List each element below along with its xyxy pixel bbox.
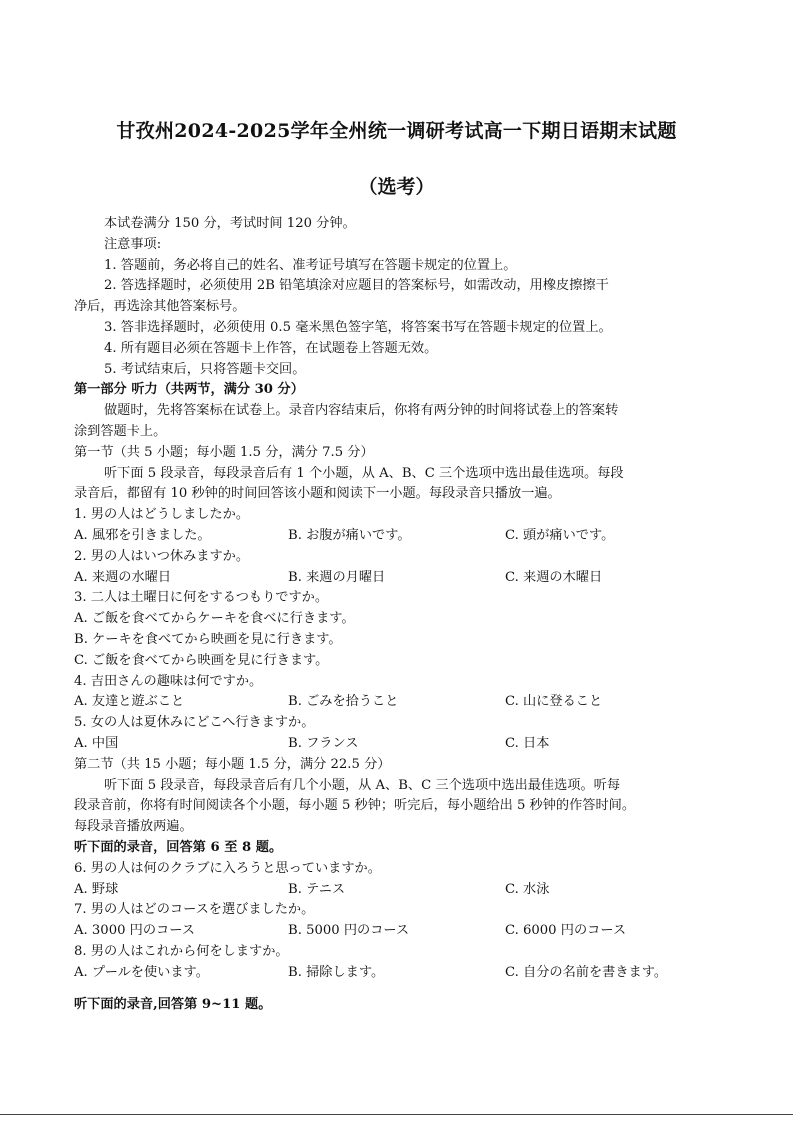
section2-instruction: 每段录音播放两遍。 [74, 819, 193, 835]
section1-instruction: 听下面 5 段录音，每段录音后有 1 个小题，从 A、B、C 三个选项中选出最佳选项。每段 [104, 465, 624, 481]
option-a: A. プールを使います。 [74, 964, 209, 980]
question-stem: 1. 男の人はどうしましたか。 [74, 507, 250, 523]
option-c: C. 6000 円のコース [505, 923, 627, 939]
section2-instruction: 段录音前，你将有时间阅读各个小题，每小题 5 秒钟；听完后，每小题给出 5 秒钟的作答时间。 [74, 798, 636, 814]
section2-heading: 第二节（共 15 小题；每小题 1.5 分，满分 22.5 分） [74, 756, 391, 772]
option-a: A. 来週の水曜日 [74, 569, 172, 585]
option-b: B. 5000 円のコース [288, 923, 410, 939]
bottom-divider [0, 1114, 793, 1115]
question-options [74, 692, 724, 713]
part1-instruction: 涂到答题卡上。 [74, 423, 167, 439]
option-c: C. ご飯を食べてから映画を見に行きます。 [74, 652, 329, 668]
option-b: B. 掃除します。 [288, 964, 385, 980]
section1-heading: 第一节（共 5 小题；每小题 1.5 分，满分 7.5 分） [74, 444, 374, 460]
option-b: B. ケーキを食べてから映画を見に行きます。 [74, 631, 342, 647]
notice-item: 1. 答题前，务必将自己的姓名、准考证号填写在答题卡规定的位置上。 [104, 257, 517, 273]
section1-instruction: 录音后，都留有 10 秒钟的时间回答该小题和阅读下一小题。每段录音只播放一遍。 [74, 486, 561, 502]
option-c: C. 自分の名前を書きます。 [505, 964, 668, 980]
option-b: B. フランス [288, 735, 359, 751]
option-a: A. 野球 [74, 881, 119, 897]
part1-heading: 第一部分 听力（共两节，满分 30 分） [74, 382, 304, 398]
question-stem: 7. 男の人はどのコースを選びましたか。 [74, 902, 315, 918]
option-c: C. 日本 [505, 735, 550, 751]
option-a: A. 風邪を引きました。 [74, 527, 211, 543]
option-c: C. 水泳 [505, 881, 550, 897]
option-b: B. 来週の月曜日 [288, 569, 386, 585]
exam-content [74, 214, 724, 1016]
option-a: A. ご飯を食べてからケーキを食べに行きます。 [74, 611, 355, 627]
question-stem: 2. 男の人はいつ休みますか。 [74, 548, 250, 564]
option-b: B. テニス [288, 881, 346, 897]
question-options [74, 880, 724, 901]
option-a: A. 3000 円のコース [74, 923, 195, 939]
part1-instruction: 做题时，先将答案标在试卷上。录音内容结束后，你将有两分钟的时间将试卷上的答案转 [104, 403, 619, 419]
question-options [74, 963, 724, 984]
page-title: 甘孜州2024-2025学年全州统一调研考试高一下期日语期末试题 [116, 120, 677, 142]
notice-heading: 注意事项: [104, 236, 162, 252]
notice-item: 3. 答非选择题时，必须使用 0.5 毫米黑色签字笔，将答案书写在答题卡规定的位置上。 [104, 319, 612, 335]
option-c: C. 頭が痛いです。 [505, 527, 615, 543]
question-stem: 4. 吉田さんの趣味は何ですか。 [74, 673, 263, 689]
question-options [74, 921, 724, 942]
section2-instruction: 听下面 5 段录音，每段录音后有几个小题，从 A、B、C 三个选项中选出最佳选项。听每 [104, 777, 621, 793]
notice-item-continued: 净后，再选涂其他答案标号。 [74, 299, 246, 315]
option-a: A. 友達と遊ぶこと [74, 694, 185, 710]
notice-item: 4. 所有题目必须在答题卡上作答，在试题卷上答题无效。 [104, 340, 438, 356]
score-info: 本试卷满分 150 分，考试时间 120 分钟。 [104, 216, 356, 231]
question-options [74, 734, 724, 755]
question-stem: 5. 女の人は夏休みにどこへ行きますか。 [74, 715, 315, 731]
notice-item: 2. 答选择题时，必须使用 2B 铅笔填涂对应题目的答案标号，如需改动，用橡皮擦擦干 [104, 278, 609, 294]
option-b: B. ごみを拾うこと [288, 694, 399, 710]
page-subtitle: （选考） [358, 176, 435, 198]
option-a: A. 中国 [74, 735, 119, 751]
notice-item: 5. 考试结束后，只将答题卡交回。 [104, 361, 306, 377]
question-options [74, 526, 724, 547]
group-heading: 听下面的录音,回答第 9~11 题。 [74, 997, 272, 1013]
spacer [74, 983, 724, 995]
option-c: C. 来週の木曜日 [505, 569, 603, 585]
option-c: C. 山に登ること [505, 694, 603, 710]
question-stem: 8. 男の人はこれから何をしますか。 [74, 943, 289, 959]
question-stem: 3. 二人は土曜日に何をするつもりですか。 [74, 590, 329, 606]
question-stem: 6. 男の人は何のクラブに入ろうと思っていますか。 [74, 860, 381, 876]
option-b: B. お腹が痛いです。 [288, 527, 411, 543]
group-heading: 听下面的录音，回答第 6 至 8 题。 [74, 839, 283, 855]
question-options [74, 568, 724, 589]
